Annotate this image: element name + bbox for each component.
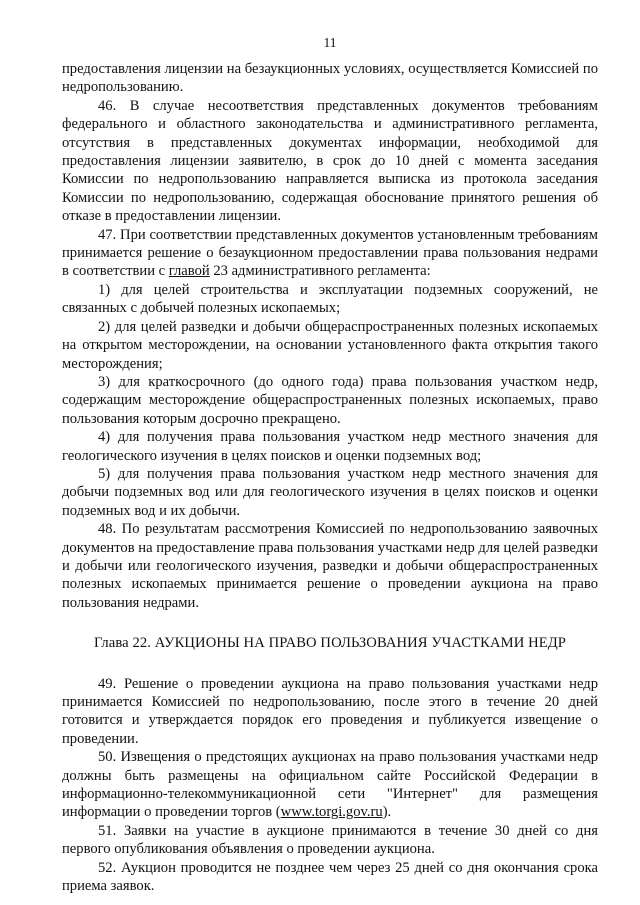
list-item-4: 4) для получения права пользования участком недр местного значения для геологического изучения в целях поисков и оценки подземных вод; <box>62 429 598 464</box>
paragraph-continuation: предоставления лицензии на безаукционных условиях, осуществляется Комиссией по недропользованию. <box>62 61 598 96</box>
paragraph-50-text-b: ). <box>382 804 392 821</box>
paragraph-46: 46. В случае несоответствия представленных документов требованиям федерального и областного законодательства и административного регламента, отсутствия в представленных документах информации, необходимой для предоставления лицензии заявителю, в срок до 10 дней с момента заседания Комиссии по недропользованию направляется выписка из протокола заседания Комиссии по недропользованию, содержащая обоснование принятого решения об отказе в предоставлении лицензии. <box>62 97 598 225</box>
paragraph-51: 51. Заявки на участие в аукционе принимаются в течение 30 дней со дня первого опубликования объявления о проведении аукциона. <box>62 822 598 858</box>
paragraph-47-text-b: 23 административного регламента: <box>209 263 431 280</box>
list-item-1: 1) для целей строительства и эксплуатации подземных сооружений, не связанных с добычей полезных ископаемых; <box>62 281 598 317</box>
document-body <box>62 60 598 895</box>
list-item-3: 3) для краткосрочного (до одного года) права пользования участком недр, содержащим месторождение общераспространенных полезных ископаемых, право пользования которым досрочно прекращено. <box>62 373 598 427</box>
paragraph-50 <box>62 748 598 822</box>
paragraph-50-text-a: 50. Извещения о предстоящих аукционах на право пользования участками недр должны быть размещены на официальном сайте Российской Федерации в информационно-телекоммуникационной сети "Интернет" для размещения информации о проведении торгов ( <box>62 749 598 821</box>
list-item-5: 5) для получения права пользования участком недр местного значения для добычи подземных вод или для геологического изучения в целях поисков и оценки подземных вод и их добычи. <box>62 465 598 519</box>
chapter-23-link[interactable]: главой <box>168 263 210 280</box>
paragraph-47-text-a: 47. При соответствии представленных документов установленным требованиям принимается решение о безаукционном предоставлении права пользования недрами в соответствии с <box>62 226 598 280</box>
torgi-website-link[interactable]: www.torgi.gov.ru <box>280 804 383 821</box>
chapter-title: Глава 22. АУКЦИОНЫ НА ПРАВО ПОЛЬЗОВАНИЯ УЧАСТКАМИ НЕДР <box>93 635 567 652</box>
paragraph-47 <box>62 226 598 281</box>
paragraph-52: 52. Аукцион проводится не позднее чем через 25 дней со дня окончания срока приема заявок. <box>62 859 598 895</box>
page-number: 11 <box>323 35 337 50</box>
paragraph-49: 49. Решение о проведении аукциона на право пользования участками недр принимается Комиссией по недропользованию, после этого в течение 20 дней готовится и утверждается порядок его проведения и публикуется извещение о проведении. <box>62 675 598 747</box>
paragraph-48: 48. По результатам рассмотрения Комиссией по недропользованию заявочных документов на предоставление права пользования участками недр для целей разведки и добычи или геологического изучения, разведки и добычи общераспространенных полезных ископаемых принимается решение о проведении аукциона на право пользования недрами. <box>62 521 598 611</box>
list-item-2: 2) для целей разведки и добычи общераспространенных полезных ископаемых на открытом месторождении, на основании установленного факта открытия такого месторождения; <box>62 318 598 372</box>
